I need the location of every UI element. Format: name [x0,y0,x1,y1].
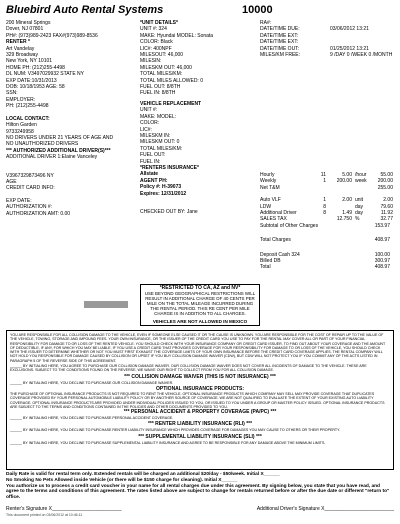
exp-date: EXP DATE: [6,197,32,204]
rate-row: Deposit Cash 324 100.00 [260,251,390,258]
replacement-line: LIC#: [140,126,152,133]
replacement-line: FUEL OUT: [140,152,166,159]
unit-line: MILESOUT: 46,000 [140,52,184,59]
pai-heading: *** PERSONAL ACCIDENT & PROPERTY COVERAGE (PA/PC) *** [123,409,277,416]
date-row: RA#: [260,20,272,26]
authorization-note: You authorize us to process a credit card voucher in your name for all rental charges due under this agreement. By signing below, you state that you have read, and agree to the terms and conditions of this agreement. The rates listed above are subject to change for rentals returned before or after the due date or different "return to" office. [6,483,390,501]
unit-line: MAKE: Hyundai MODEL: Sonata [140,32,214,39]
renter-line: DOB: 10/18/1953 AGE: 58 [6,84,65,91]
rate-row: Subtotal of Other Charges 153.97 [260,222,390,229]
initial-pai[interactable]: ______ BY INITIALING HERE, YOU DECLINE TO PURCHASE PERSONAL ACCIDENT COVERAGE. [10,416,174,421]
renter-label: RENTER * [6,39,30,46]
rates-table [260,172,396,271]
no-smoking-note: No Smoking No Pets Allowed inside Vehicle (or there will be $150 charge for cleaning). Initial X______ [6,477,238,483]
checked-out-by: CHECKED OUT BY: Jane [140,208,198,215]
card-line: AGE [6,178,17,185]
renter-line: HOME PH: (212)255-4498 [6,64,65,71]
legal-intro: YOU ARE RESPONSIBLE FOR ALL COLLISION DAMAGE TO THE VEHICLE, EVEN IF SOMEONE ELSE CAUSED IT OR THE CAUSE IS UNKNOWN. YOU ARE RESPONSIBLE FOR THE COST OF REPAIR UP TO THE VALUE OF THE VEHICLE, TOWING, STORAGE AND IMPOUND FEES. YOUR OWN INSURANCE, OR THE ISSUER OF THE CREDIT CARD YOU USE TO PAY FOR THE RENTAL MAY COVER ALL OR PART OF YOUR FINANCIAL RESPONSIBILITY FOR DAMAGE TO OR LOSS OF THE RENTED VEHICLE. YOU SHOULD CHECK WITH YOUR INSURANCE COMPANY OR CREDIT CARD ISSUER, TO FIND OUT ABOUT YOUR COVERAGE AND THE AMOUNT OF DEDUCTIBLE, IF ANY, FOR WHICH YOU MAY BE LIABLE. IF YOU USE A CREDIT CARD THAT PROVIDES COVERAGE FOR YOUR RESPONSIBILITY FOR DAMAGE TO OR LOSS OF THE VEHICLE, YOU SHOULD CHECK WITH THE ISSUER TO DETERMINE WHETHER OR NOT YOU MUST FIRST EXHAUST THE COVERAGE LIMITS OF YOUR OWN INSURANCE BEFORE THE CREDIT CARD COVERAGE APPLIES. THE RENTAL COMPANY WILL NOT HOLD YOU RESPONSIBLE FOR DAMAGE CAUSED BY COLLISION OR UPSET IF YOU BUY COLLISION DAMAGE WAIVER (CDW), BUT CDW WILL NOT PROTECT YOU IF YOU COMMIT ANY OF THE ACTS LISTED IN PARAGRAPH 5 OF THE REVERSE SIDE OF THIS AGREEMENT. [10,333,386,363]
local-contact-label: LOCAL CONTACT: [6,115,50,122]
middle-column [140,20,260,215]
initial-rli[interactable]: ______ BY INITIALING HERE, YOU DECLINE TO PURCHASE RENTER LIABILITY INSURANCE WHICH PROVIDES COVERAGE FOR DAMAGES YOU MAY CAUSE TO OTHERS OR THEIR PROPERTY. [10,428,341,433]
card-line: V3967329873496 NY [6,172,54,179]
rate-row: Hourly 11 5.00 /hour 55.00 [260,172,393,178]
initial-sli[interactable]: ______ BY INITIALING HERE, YOU DECLINE TO PURCHASE SUPPLEMENTAL LIABILITY INSURANCE AND AGREE TO BE RESPONSIBLE FOR ANY DAMAGE ABOVE THE MINIMUM LIMITS. [10,440,326,445]
unit-line: MILESKM OUT: 46,000 [140,64,192,71]
rental-agreement [4,4,396,516]
daily-rate-note: Daily Rate is valid for rental term only. Extended rentals will be charged an additional $20/day - $50/week. Initial X______ [6,472,280,477]
unit-line: MILESIN: [140,58,162,65]
renter-line: DL NUM: V3497029932 STATE NY [6,71,84,78]
authorization-amount-field [84,301,128,308]
rate-row: Net T&M 255.00 [260,184,393,191]
insurance-line: Allstate [140,171,159,178]
unit-line: FUEL IN: 8/8TH [140,90,176,97]
rate-row: Additional Driver 8 1.49 day 11.92 [260,210,393,217]
card-line: CREDIT CARD INFO: [6,185,55,192]
replacement-line: COLOR: [140,120,160,127]
printed-note: This document printed on 03/06/2012 at 10:46:11 [6,513,83,517]
unit-line: COLOR: Black [140,39,173,46]
renter-signature[interactable]: Renter's Signature X_________________________ [6,506,122,512]
unit-details-label: *UNIT DETAILS* [140,20,178,26]
address-line: 200 Mineral Springs [6,20,51,26]
insurance-line: Policy #: H-39073 [140,184,182,191]
cdw-heading: *** COLLISION DAMAGE WAIVER (THIS IS NOT INSURANCE) *** [124,373,276,380]
rate-row: LDW 8 day 79.60 [260,203,393,210]
driver-rule: NO UNAUTHORIZED DRIVERS [6,141,79,148]
legal-terms [6,330,394,470]
right-column [260,20,396,58]
insurance-label: *RENTERS INSURANCE* [140,164,199,171]
date-row: DATE/TIME DUE: 03/06/2012 13:21 [260,26,369,33]
rate-row: Total 408.97 [260,264,390,271]
replacement-line: MILESKM IN: [140,132,171,139]
rate-row: Auto VLF 1 2.00 unit 2.00 [260,197,393,204]
restriction-box [140,284,260,326]
rate-row [260,229,396,237]
optional-text: THE PURCHASE OF OPTIONAL INSURANCE PRODUCTS IS NOT REQUIRED TO RENT THE VEHICLE. OPTIONAL INSURANCE PRODUCTS WHICH COMPANY MAY SELL MAY PROVIDE COVERAGE THAT DUPLICATES COVERAGE PROVIDED BY YOUR PERSONAL AUTOMOBILE LIABILITY POLICY OR BY ANOTHER SOURCE OF COVERAGE. WE ARE NOT QUALIFIED TO EVALUATE THE EXTENT OF YOUR EXISTING AUTO LIABILITY COVERAGE. OPTIONAL INSURANCE PRODUCTS ARE PROVIDED UNDER INDIVIDUAL POLICIES ISSUED TO YOU, OR ISSUED TO YOU UNDER A GROUP OR MASTER POLICY ISSUED. OPTIONAL INSURANCE PRODUCTS ARE SUBJECT TO THE TERMS AND CONDITIONS CONTAINED IN THE POLICIES AND OTHER DOCUMENTS PROVIDED TO YOU. [10,391,385,409]
additional-driver-signature[interactable]: Additional Driver's Signature X_________________________ [256,506,394,512]
restriction-footer: VEHICLES ARE NOT ALLOWED IN MEXICO [152,319,248,324]
renter-line: Art Vandelay [6,45,35,52]
rate-row [260,244,396,252]
renter-line: EXP DATE:10/31/2013 [6,77,57,84]
replacement-line: FUEL IN: [140,158,161,165]
unit-line: TOTAL MILES ALLOWED: 0 [140,77,203,84]
renter-line: SSN: [6,90,18,97]
restriction-text: USE BEYOND GEOGRAPHICAL RESTRICTIONS WILL RESULT IN ADDITIONAL CHARGE OF 40 CENTS PER MILE ON THE TOTAL MILEAGE INCURRED DURING THE RENTAL PERIOD. THIS RE CENT PER MILE CHARGE IS IN ADDITION TO ALL CHARGES. [144,291,256,316]
date-row: DATE/TIME EXT: [260,32,299,39]
restriction-heading: *RESTRICTED TO CA, AZ and NV* [159,285,241,291]
authorization: AUTHORIZATION #: [6,204,53,211]
initial-cdw-decline[interactable]: ______ BY INITIALING HERE, YOU DECLINE TO PURCHASE OUR COLLISION DAMAGE WAIVER. [10,380,174,385]
unit-line: LIC#: 400NPF [140,45,172,52]
address-line: Dover, NJ 07801 [6,26,44,33]
insurance-line: AGENT PH: [140,177,168,184]
rate-row: Total Charges 408.97 [260,237,390,244]
rate-row: SALES TAX 12.750 % 32.77 [260,216,393,223]
company-name: Bluebird Auto Rental Systems [6,4,164,16]
renter-line: PH: (212)255-4498 [6,103,49,110]
local-contact-line: Hilton Garden [6,122,37,129]
footer-terms [6,472,394,501]
ra-number: 10000 [242,4,273,16]
insurance-line: Expires: 12/31/2012 [140,190,187,197]
unit-line: TOTAL MILES/KM: [140,71,183,78]
rate-row: Weekly 1 200.00 week 200.00 [260,178,393,185]
rate-row: Billed DB 300.97 [260,258,390,265]
sli-heading: *** SUPPLEMENTAL LIABILITY INSURANCE (SLI) *** [138,433,262,440]
replacement-line: MILESKM OUT: 0 [140,139,180,146]
unit-line: FUEL OUT: 8/8TH [140,84,181,91]
replacement-label: VEHICLE REPLACEMENT [140,100,202,107]
replacement-line: MAKE: MODEL: [140,113,177,120]
date-row: MILES/KM FREE: 9 /DAY 0 /WEEK 0 /MONTH [260,52,393,59]
signature-row [6,506,394,512]
date-row: DATE/TIME EXT: [260,39,299,46]
address-line: PH#: (973)989-2423 FAX#(973)989-8536 [6,32,98,39]
left-column [6,20,134,217]
header [4,4,396,18]
renter-line: New York, NY 10101 [6,58,53,65]
unit-line: UNIT #: 324 [140,26,167,33]
driver-rule: NO DRIVERS UNDER 21 YEARS OF AGE AND [6,134,114,141]
initial-cdw-accept[interactable]: ______ BY INITIALING HERE, YOU AGREE TO PURCHASE OUR COLLISION DAMAGE WAIVER. OUR COLLISION DAMAGE WAIVER DOES NOT COVER ALL INCIDENTS OF DAMAGE TO THE VEHICLE. THESE ARE EXCLUSIONS. SUBJECT TO THE CONDITIONS FOUND ON THE REVERSE, WE WAIVE OUR RIGHT TO COLLECT FROM YOU FOR ALL COLLISION DAMAGE. [10,364,367,373]
local-contact-line: 9733249958 [6,128,34,135]
renter-line: EMPLOYER: [6,96,36,103]
additional-driver: ADDITIONAL DRIVER 1:Elaine Vanceley [6,154,98,161]
renter-line: 329 Broadway [6,52,38,59]
replacement-line: UNIT #: [140,107,158,114]
optional-heading: OPTIONAL INSURANCE PRODUCTS: [156,385,244,392]
date-row: DATE/TIME OUT: 01/25/2012 13:21 [260,45,369,52]
additional-drivers-label: *** AUTHORIZED ADDITIONAL DRIVER(S)*** [6,147,111,154]
replacement-line: TOTAL MILES/KM: [140,145,183,152]
rli-heading: *** RENTER LIABILITY INSURANCE (RLI) *** [147,421,253,428]
authorization-amount: AUTHORIZATION AMT: 0.00 [6,210,71,217]
